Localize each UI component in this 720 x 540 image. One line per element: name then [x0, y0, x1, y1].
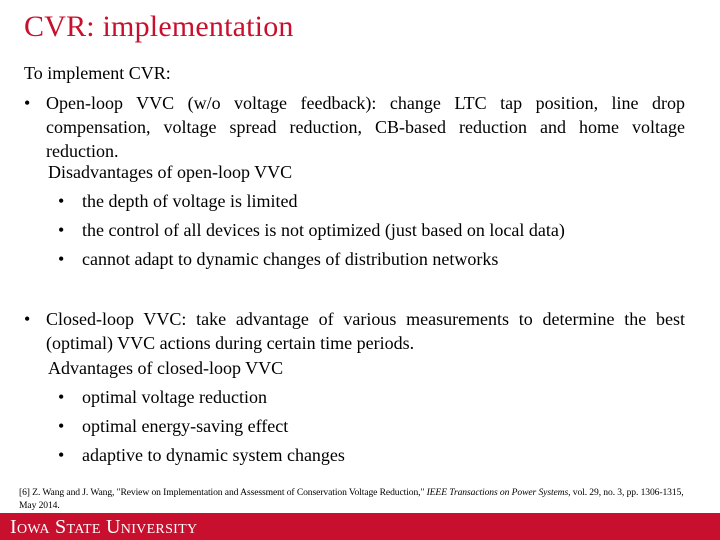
footer-bar — [0, 513, 720, 540]
list-item — [58, 191, 297, 212]
advantages-heading: Advantages of closed-loop VVC — [48, 358, 284, 378]
list-item — [58, 416, 288, 437]
bullet-dot-icon: • — [58, 445, 65, 465]
list-item-text: the depth of voltage is limited — [82, 191, 298, 211]
bullet-dot-icon: • — [58, 191, 65, 211]
list-item-text: adaptive to dynamic system changes — [82, 445, 345, 465]
intro-text: To implement CVR: — [24, 63, 171, 83]
list-item-text: optimal voltage reduction — [82, 387, 267, 407]
bullet-open-loop — [24, 91, 685, 163]
bullet-open-loop-text: Open-loop VVC (w/o voltage feedback): change LTC tap position, line drop compensation, voltage spread reduction, CB-based reduction and home voltage reduction. — [46, 93, 685, 161]
slide-title: CVR: implementation — [24, 10, 294, 43]
reference-citation — [19, 486, 691, 512]
list-item-text: cannot adapt to dynamic changes of distribution networks — [82, 249, 499, 269]
bullet-dot-icon: • — [58, 249, 65, 269]
bullet-dot-icon: • — [58, 387, 65, 407]
bullet-dot-icon: • — [58, 416, 65, 436]
list-item-text: optimal energy-saving effect — [82, 416, 289, 436]
bullet-closed-loop — [24, 307, 685, 355]
list-item-text: the control of all devices is not optimized (just based on local data) — [82, 220, 565, 240]
bullet-dot-icon: • — [58, 220, 65, 240]
reference-suffix: , vol. 29, no. 3, pp. 1306-1315, May 2014. — [19, 487, 684, 511]
bullet-closed-loop-text: Closed-loop VVC: take advantage of various measurements to determine the best (optimal) VVC actions during certain time periods. — [46, 309, 685, 353]
list-item — [58, 445, 345, 466]
reference-journal: IEEE Transactions on Power Systems — [426, 487, 569, 498]
disadvantages-heading: Disadvantages of open-loop VVC — [48, 162, 293, 182]
bullet-dot-icon: • — [24, 309, 31, 329]
list-item — [58, 249, 498, 270]
bullet-dot-icon: • — [24, 93, 31, 113]
university-logo: Iowa State University — [10, 516, 198, 538]
list-item — [58, 220, 565, 241]
list-item — [58, 387, 267, 408]
reference-prefix: [6] Z. Wang and J. Wang, "Review on Implementation and Assessment of Conservation Voltage Reduction," — [19, 487, 427, 498]
